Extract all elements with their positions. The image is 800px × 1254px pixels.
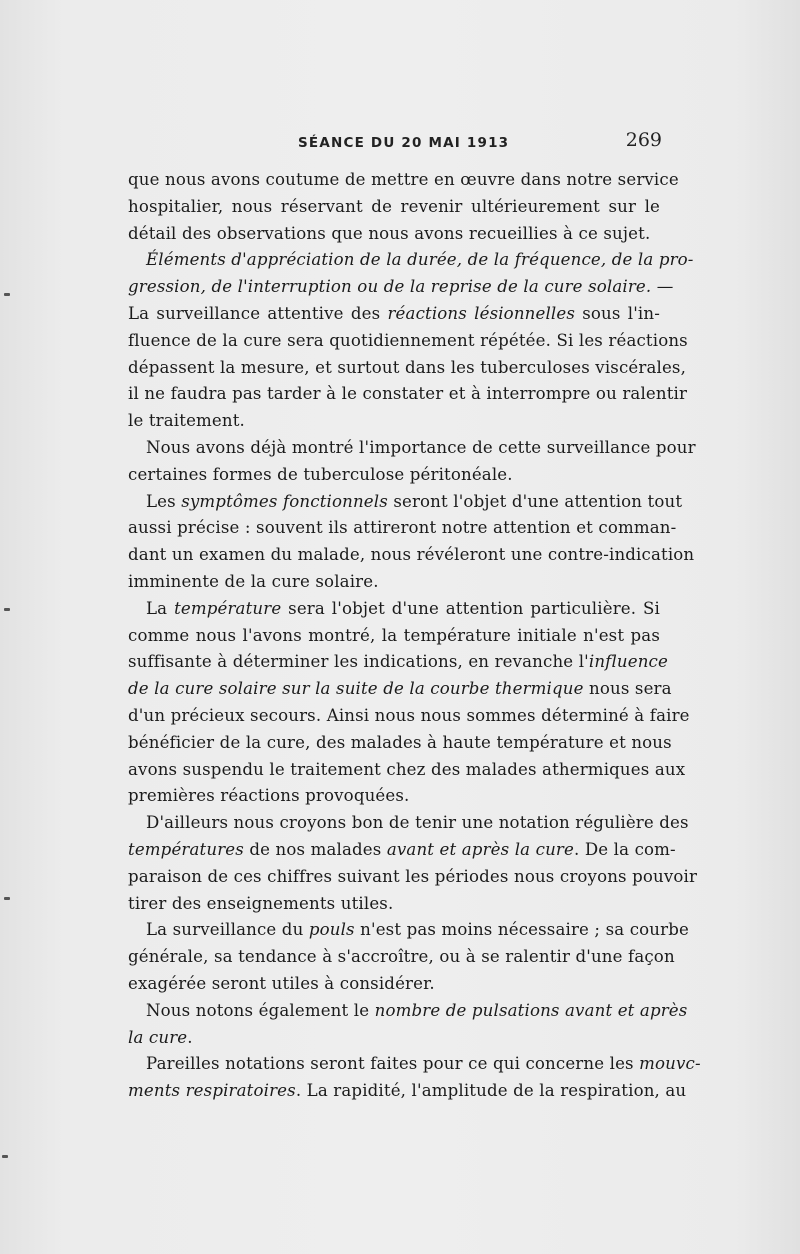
text-line: dant un examen du malade, nous révéleront une contre-indication: [128, 545, 695, 565]
text-line: hospitalier, nous réservant de revenir ultérieurement sur le: [128, 196, 660, 216]
text-line: exagérée seront utiles à considérer.: [128, 973, 435, 993]
text-line: fluence de la cure sera quotidiennement répétée. Si les réactions: [128, 330, 688, 350]
text-line: certaines formes de tuberculose péritonéale.: [128, 464, 513, 484]
running-title: SÉANCE DU 20 MAI 1913: [298, 135, 510, 151]
text-line: d'un précieux secours. Ainsi nous nous sommes déterminé à faire: [128, 705, 690, 725]
text-line: La température sera l'objet d'une attention particulière. Si: [146, 598, 660, 618]
text-line: La surveillance attentive des réactions lésionnelles sous l'in-: [128, 303, 660, 323]
scan-artifact: [4, 897, 10, 900]
body-text: [128, 167, 701, 1105]
text-line: il ne faudra pas tarder à le constater et à interrompre ou ralentir: [128, 384, 688, 404]
text-line: suffisante à déterminer les indications, en revanche l'influence: [128, 652, 668, 672]
text-line: tirer des enseignements utiles.: [128, 893, 394, 913]
text-line: bénéficier de la cure, des malades à haute température et nous: [128, 732, 672, 752]
text-line: le traitement.: [128, 411, 245, 431]
text-line: imminente de la cure solaire.: [128, 571, 379, 591]
text-line: La surveillance du pouls n'est pas moins nécessaire ; sa courbe: [146, 920, 689, 940]
text-line: avons suspendu le traitement chez des malades athermiques aux: [128, 759, 686, 779]
text-line: générale, sa tendance à s'accroître, ou à se ralentir d'une façon: [128, 947, 675, 967]
text-line: gression, de l'interruption ou de la reprise de la cure solaire. —: [128, 277, 674, 297]
text-line: détail des observations que nous avons recueillies à ce sujet.: [128, 223, 651, 243]
text-line: Les symptômes fonctionnels seront l'objet d'une attention tout: [146, 491, 683, 511]
text-line: températures de nos malades avant et après la cure. De la com-: [128, 839, 676, 859]
text-line: la cure.: [128, 1027, 193, 1047]
text-line: de la cure solaire sur la suite de la courbe thermique nous sera: [128, 679, 672, 699]
text-line: Éléments d'appréciation de la durée, de la fréquence, de la pro-: [146, 250, 694, 270]
scan-artifact: [4, 293, 10, 296]
page-number: 269: [625, 129, 662, 151]
text-line: que nous avons coutume de mettre en œuvre dans notre service: [128, 170, 679, 189]
text-line: D'ailleurs nous croyons bon de tenir une notation régulière des: [146, 813, 689, 833]
text-line: aussi précise : souvent ils attireront notre attention et comman-: [128, 518, 677, 538]
text-line: dépassent la mesure, et surtout dans les tuberculoses viscérales,: [128, 357, 687, 377]
page-header: [128, 129, 662, 157]
text-line: Nous notons également le nombre de pulsations avant et après: [146, 1000, 688, 1020]
text-line: Nous avons déjà montré l'importance de cette surveillance pour: [146, 437, 696, 457]
scan-artifact: [4, 608, 10, 611]
scan-artifact: [2, 1155, 8, 1158]
text-line: ments respiratoires. La rapidité, l'amplitude de la respiration, au: [128, 1081, 687, 1101]
text-line: paraison de ces chiffres suivant les périodes nous croyons pouvoir: [128, 866, 698, 886]
text-line: Pareilles notations seront faites pour ce qui concerne les mouvc-: [146, 1054, 701, 1074]
text-line: premières réactions provoquées.: [128, 786, 410, 806]
text-line: comme nous l'avons montré, la température initiale n'est pas: [128, 625, 660, 645]
